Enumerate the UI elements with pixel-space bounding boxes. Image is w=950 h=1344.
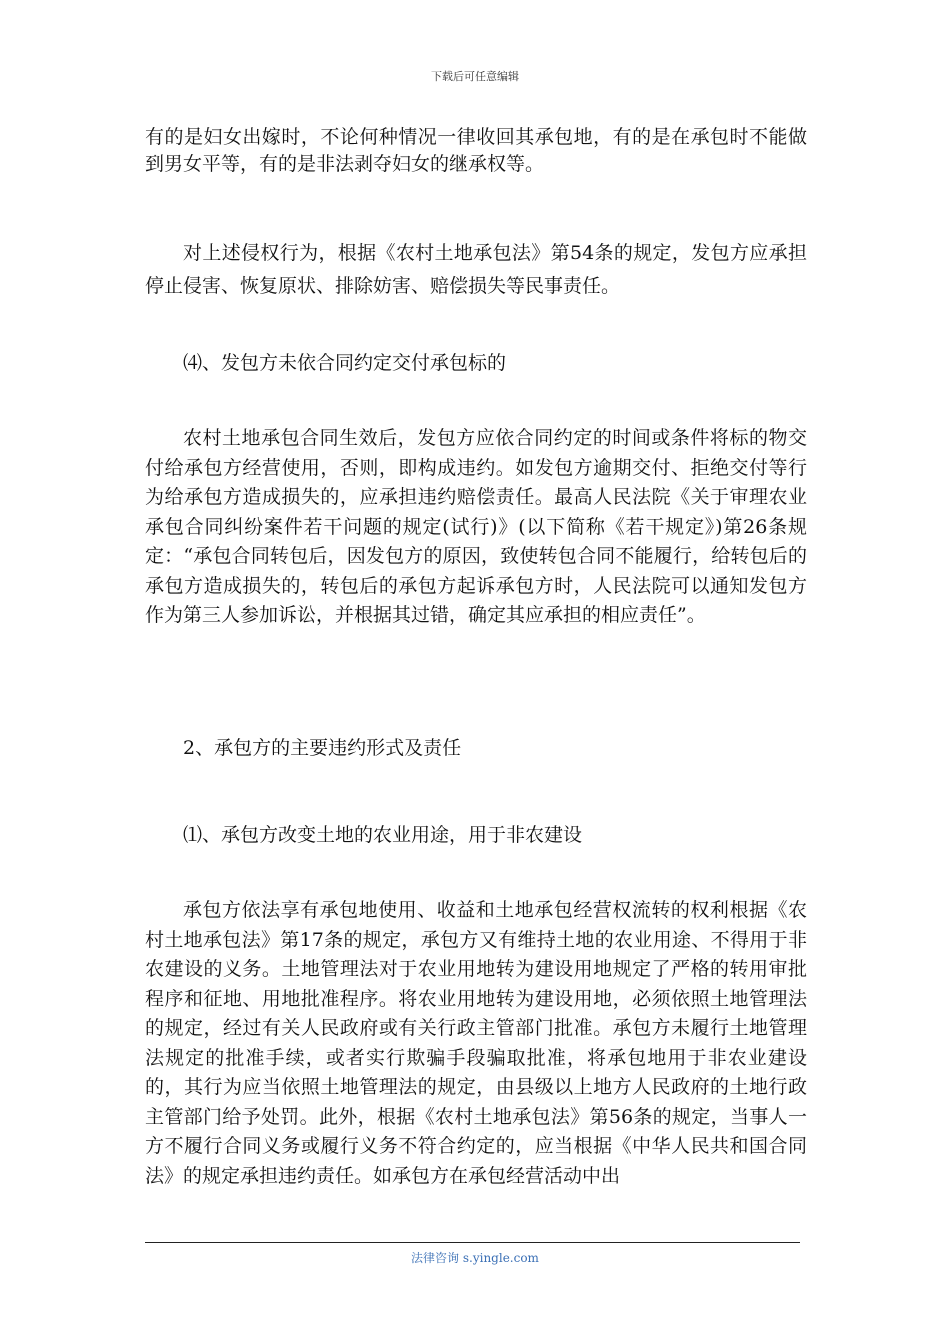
paragraph-women-land-rights: 有的是妇女出嫁时，不论何种情况一律收回其承包地，有的是在承包时不能做到男女平等，有的是非法剥夺妇女的继承权等。 bbox=[145, 126, 807, 175]
footer-divider bbox=[145, 1242, 800, 1243]
paragraph-delivery-obligation: 农村土地承包合同生效后，发包方应依合同约定的时间或条件将标的物交付给承包方经营使用，否则，即构成违约。如发包方逾期交付、拒绝交付等行为给承包方造成损失的，应承担违约赔偿责任。最高人民法院《关于审理农业承包合同纠纷案件若干问题的规定(试行)》(以下简称《若干规定》)第26条规定：“承包合同转包后，因发包方的原因，致使转包合同不能履行，给转包后的承包方造成损失的，转包后的承包方起诉承包方时，人民法院可以通知发包方作为第三人参加诉讼，并根据其过错，确定其应承担的相应责任”。 bbox=[145, 427, 807, 626]
heading-land-use-change: ⑴、承包方改变土地的农业用途，用于非农建设 bbox=[183, 824, 583, 846]
paragraph-agricultural-use-duty: 承包方依法享有承包地使用、收益和土地承包经营权流转的权利根据《农村土地承包法》第17条的规定，承包方又有维持土地的农业用途、不得用于非农建设的义务。土地管理法对于农业用地转为建设用地规定了严格的转用审批程序和征地、用地批准程序。将农业用地转为建设用地，必须依照土地管理法的规定，经过有关人民政府或有关行政主管部门批准。承包方未履行土地管理法规定的批准手续，或者实行欺骗手段骗取批准，将承包地用于非农业建设的，其行为应当依照土地管理法的规定，由县级以上地方人民政府的土地行政主管部门给予处罚。此外，根据《农村土地承包法》第56条的规定，当事人一方不履行合同义务或履行义务不符合约定的，应当根据《中华人民共和国合同法》的规定承担违约责任。如承包方在承包经营活动中出 bbox=[145, 899, 807, 1187]
footer-link[interactable]: 法律咨询 s.yingle.com bbox=[411, 1251, 539, 1265]
paragraph-liability-article-54: 对上述侵权行为，根据《农村土地承包法》第54条的规定，发包方应承担停止侵害、恢复原状、排除妨害、赔偿损失等民事责任。 bbox=[145, 242, 807, 297]
heading-contractor-delivery-breach: ⑷、发包方未依合同约定交付承包标的 bbox=[183, 352, 507, 374]
heading-contractee-breach-forms: 2、承包方的主要违约形式及责任 bbox=[183, 737, 462, 759]
page-header: 下载后可任意编辑 bbox=[431, 70, 519, 83]
